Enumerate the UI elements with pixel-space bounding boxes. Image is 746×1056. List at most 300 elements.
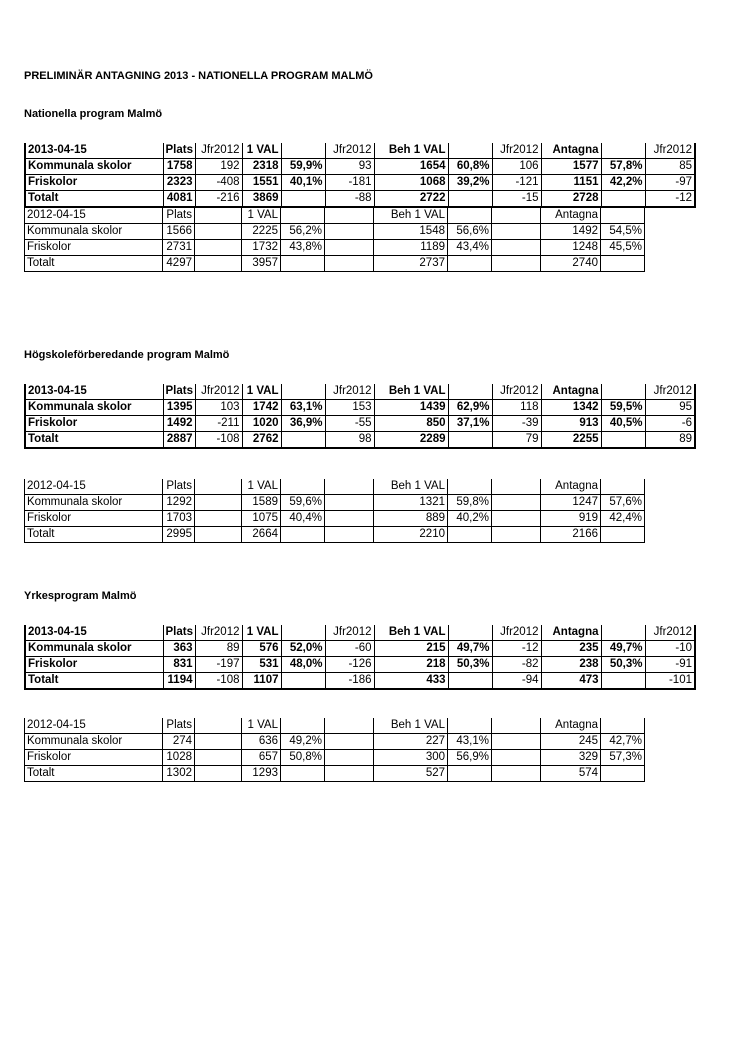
header-cell: Jfr2012 xyxy=(195,625,242,641)
value-cell: 89 xyxy=(195,641,242,657)
header-cell xyxy=(195,208,242,224)
current-table xyxy=(24,384,696,449)
header-cell xyxy=(325,208,374,224)
value-cell: 218 xyxy=(374,657,448,673)
header-cell xyxy=(195,718,242,734)
header-cell: 2012-04-15 xyxy=(25,479,163,495)
value-cell: 49,7% xyxy=(448,641,492,657)
value-cell xyxy=(601,673,645,690)
header-cell xyxy=(281,143,325,159)
header-cell: Jfr2012 xyxy=(325,625,374,641)
header-cell: 2013-04-15 xyxy=(25,384,163,400)
value-cell: 59,6% xyxy=(281,495,325,511)
table-row xyxy=(25,224,645,240)
value-cell: 40,1% xyxy=(281,175,325,191)
value-cell: 57,6% xyxy=(601,495,645,511)
value-cell: 106 xyxy=(492,159,541,175)
header-cell: Beh 1 VAL xyxy=(374,208,448,224)
value-cell: 1703 xyxy=(163,511,195,527)
value-cell: -12 xyxy=(492,641,541,657)
value-cell: 63,1% xyxy=(281,400,325,416)
value-cell: 39,2% xyxy=(448,175,492,191)
value-cell: 363 xyxy=(163,641,195,657)
header-cell xyxy=(601,718,645,734)
value-cell: 59,8% xyxy=(448,495,492,511)
header-cell xyxy=(448,718,492,734)
value-cell: -10 xyxy=(645,641,695,657)
value-cell: 1732 xyxy=(242,240,281,256)
value-cell: 1075 xyxy=(242,511,281,527)
value-cell xyxy=(281,673,325,690)
document-title: PRELIMINÄR ANTAGNING 2013 - NATIONELLA PROGRAM MALMÖ xyxy=(24,70,373,82)
value-cell: -94 xyxy=(492,673,541,690)
value-cell: -82 xyxy=(492,657,541,673)
value-cell xyxy=(492,750,541,766)
value-cell: 50,8% xyxy=(281,750,325,766)
header-cell xyxy=(448,625,492,641)
value-cell: 2166 xyxy=(541,527,601,543)
value-cell: 85 xyxy=(645,159,695,175)
table-row xyxy=(25,673,695,690)
header-cell: Jfr2012 xyxy=(195,384,242,400)
value-cell: -97 xyxy=(645,175,695,191)
value-cell: 1107 xyxy=(242,673,281,690)
value-cell: 527 xyxy=(374,766,448,782)
value-cell: 43,4% xyxy=(448,240,492,256)
header-cell: Antagna xyxy=(541,479,601,495)
value-cell: 1577 xyxy=(541,159,601,175)
value-cell: -121 xyxy=(492,175,541,191)
value-cell: 49,2% xyxy=(281,734,325,750)
header-cell: Beh 1 VAL xyxy=(374,143,448,159)
row-label-cell: Totalt xyxy=(25,527,163,543)
value-cell: -408 xyxy=(195,175,242,191)
value-cell: 2722 xyxy=(374,191,448,208)
value-cell: -55 xyxy=(325,416,374,432)
header-cell: Jfr2012 xyxy=(645,625,695,641)
table-header-row xyxy=(25,718,645,734)
value-cell: -101 xyxy=(645,673,695,690)
header-cell: 1 VAL xyxy=(242,625,281,641)
header-cell xyxy=(492,208,541,224)
value-cell: 4081 xyxy=(163,191,195,208)
header-cell: Plats xyxy=(163,143,195,159)
value-cell xyxy=(448,191,492,208)
value-cell: 2664 xyxy=(242,527,281,543)
value-cell: 2731 xyxy=(163,240,195,256)
table-row xyxy=(25,750,645,766)
table-header-row xyxy=(25,479,645,495)
value-cell: 1028 xyxy=(163,750,195,766)
value-cell: 1492 xyxy=(163,416,195,432)
row-label-cell: Kommunala skolor xyxy=(25,400,163,416)
table-row xyxy=(25,734,645,750)
value-cell: 40,5% xyxy=(601,416,645,432)
header-cell: 2012-04-15 xyxy=(25,718,163,734)
value-cell: 1194 xyxy=(163,673,195,690)
value-cell xyxy=(281,432,325,449)
value-cell: 913 xyxy=(541,416,601,432)
row-label-cell: Friskolor xyxy=(25,416,163,432)
header-cell: 2012-04-15 xyxy=(25,208,163,224)
value-cell: 1439 xyxy=(374,400,448,416)
header-cell: Jfr2012 xyxy=(325,384,374,400)
value-cell: -15 xyxy=(492,191,541,208)
value-cell xyxy=(492,766,541,782)
value-cell xyxy=(325,256,374,272)
table-row xyxy=(25,527,645,543)
value-cell: 433 xyxy=(374,673,448,690)
value-cell: -60 xyxy=(325,641,374,657)
header-cell xyxy=(601,479,645,495)
value-cell xyxy=(448,527,492,543)
value-cell: 2737 xyxy=(374,256,448,272)
header-cell: Antagna xyxy=(541,718,601,734)
table-header-row xyxy=(25,625,695,641)
value-cell xyxy=(601,191,645,208)
value-cell xyxy=(195,495,242,511)
section-title: Nationella program Malmö xyxy=(24,108,163,120)
header-cell: Plats xyxy=(163,718,195,734)
header-cell: Jfr2012 xyxy=(492,143,541,159)
value-cell: 831 xyxy=(163,657,195,673)
value-cell: 79 xyxy=(492,432,541,449)
value-cell xyxy=(281,256,325,272)
row-label-cell: Friskolor xyxy=(25,175,163,191)
value-cell: 56,9% xyxy=(448,750,492,766)
value-cell: -186 xyxy=(325,673,374,690)
table-row xyxy=(25,511,645,527)
value-cell: 42,4% xyxy=(601,511,645,527)
header-cell: Beh 1 VAL xyxy=(374,384,448,400)
table-row xyxy=(25,400,695,416)
value-cell: 2740 xyxy=(541,256,601,272)
previous-table xyxy=(24,479,645,543)
header-cell: 1 VAL xyxy=(242,479,281,495)
value-cell: 2289 xyxy=(374,432,448,449)
value-cell: 1342 xyxy=(541,400,601,416)
header-cell: Antagna xyxy=(541,384,601,400)
value-cell: 1321 xyxy=(374,495,448,511)
value-cell xyxy=(325,511,374,527)
value-cell: 1566 xyxy=(163,224,195,240)
table-row xyxy=(25,766,645,782)
value-cell: 52,0% xyxy=(281,641,325,657)
value-cell: 1551 xyxy=(242,175,281,191)
value-cell: 574 xyxy=(541,766,601,782)
row-label-cell: Kommunala skolor xyxy=(25,641,163,657)
value-cell: 235 xyxy=(541,641,601,657)
value-cell: 50,3% xyxy=(601,657,645,673)
value-cell xyxy=(195,511,242,527)
value-cell xyxy=(492,495,541,511)
table-row xyxy=(25,432,695,449)
header-cell xyxy=(601,625,645,641)
value-cell xyxy=(281,766,325,782)
header-cell xyxy=(281,479,325,495)
value-cell: 850 xyxy=(374,416,448,432)
value-cell: 37,1% xyxy=(448,416,492,432)
row-label-cell: Friskolor xyxy=(25,511,163,527)
value-cell: 329 xyxy=(541,750,601,766)
previous-table xyxy=(24,208,645,272)
value-cell: -126 xyxy=(325,657,374,673)
value-cell: 531 xyxy=(242,657,281,673)
value-cell: 1151 xyxy=(541,175,601,191)
table-row xyxy=(25,159,695,175)
value-cell: 215 xyxy=(374,641,448,657)
header-cell xyxy=(601,143,645,159)
value-cell: -12 xyxy=(645,191,695,208)
value-cell xyxy=(601,432,645,449)
value-cell: 89 xyxy=(645,432,695,449)
value-cell xyxy=(492,256,541,272)
header-cell: Jfr2012 xyxy=(492,625,541,641)
value-cell: 153 xyxy=(325,400,374,416)
value-cell: 300 xyxy=(374,750,448,766)
value-cell xyxy=(601,256,645,272)
value-cell: 919 xyxy=(541,511,601,527)
value-cell: 2762 xyxy=(242,432,281,449)
value-cell: 43,8% xyxy=(281,240,325,256)
value-cell xyxy=(195,766,242,782)
value-cell xyxy=(195,750,242,766)
value-cell: 56,6% xyxy=(448,224,492,240)
value-cell: 889 xyxy=(374,511,448,527)
value-cell: 1589 xyxy=(242,495,281,511)
value-cell xyxy=(448,673,492,690)
header-cell: 2013-04-15 xyxy=(25,143,163,159)
value-cell: 60,8% xyxy=(448,159,492,175)
value-cell xyxy=(492,240,541,256)
table-row xyxy=(25,191,695,208)
header-cell xyxy=(448,384,492,400)
value-cell: 1247 xyxy=(541,495,601,511)
header-cell: 1 VAL xyxy=(242,208,281,224)
header-cell xyxy=(492,479,541,495)
table-header-row xyxy=(25,143,695,159)
header-cell: Antagna xyxy=(541,143,601,159)
value-cell xyxy=(492,527,541,543)
value-cell: -108 xyxy=(195,673,242,690)
value-cell: 3957 xyxy=(242,256,281,272)
value-cell xyxy=(325,224,374,240)
header-cell: 1 VAL xyxy=(242,143,281,159)
header-cell xyxy=(448,208,492,224)
value-cell xyxy=(492,734,541,750)
value-cell: -211 xyxy=(195,416,242,432)
value-cell: 1293 xyxy=(242,766,281,782)
value-cell: 2995 xyxy=(163,527,195,543)
value-cell xyxy=(325,734,374,750)
value-cell: 95 xyxy=(645,400,695,416)
value-cell: 118 xyxy=(492,400,541,416)
value-cell: 2210 xyxy=(374,527,448,543)
header-cell xyxy=(448,143,492,159)
header-cell xyxy=(281,718,325,734)
table-row xyxy=(25,256,645,272)
value-cell: 42,2% xyxy=(601,175,645,191)
header-cell: Beh 1 VAL xyxy=(374,718,448,734)
value-cell: 1742 xyxy=(242,400,281,416)
value-cell: 192 xyxy=(195,159,242,175)
value-cell: 57,3% xyxy=(601,750,645,766)
value-cell: 93 xyxy=(325,159,374,175)
row-label-cell: Friskolor xyxy=(25,750,163,766)
value-cell: 40,4% xyxy=(281,511,325,527)
value-cell: 636 xyxy=(242,734,281,750)
header-cell xyxy=(492,718,541,734)
value-cell: 2255 xyxy=(541,432,601,449)
value-cell: 2887 xyxy=(163,432,195,449)
value-cell xyxy=(492,511,541,527)
value-cell: 1654 xyxy=(374,159,448,175)
header-cell xyxy=(601,384,645,400)
row-label-cell: Kommunala skolor xyxy=(25,224,163,240)
value-cell xyxy=(601,766,645,782)
header-cell: 1 VAL xyxy=(242,384,281,400)
value-cell xyxy=(195,240,242,256)
value-cell xyxy=(448,432,492,449)
value-cell xyxy=(195,734,242,750)
value-cell: 54,5% xyxy=(601,224,645,240)
value-cell: 245 xyxy=(541,734,601,750)
value-cell xyxy=(325,240,374,256)
value-cell xyxy=(325,766,374,782)
header-cell xyxy=(325,718,374,734)
header-cell: Jfr2012 xyxy=(492,384,541,400)
header-cell: Plats xyxy=(163,625,195,641)
value-cell xyxy=(195,527,242,543)
header-cell: Jfr2012 xyxy=(325,143,374,159)
row-label-cell: Friskolor xyxy=(25,657,163,673)
value-cell: 57,8% xyxy=(601,159,645,175)
header-cell: Beh 1 VAL xyxy=(374,479,448,495)
value-cell xyxy=(195,224,242,240)
header-cell: 1 VAL xyxy=(242,718,281,734)
value-cell: 50,3% xyxy=(448,657,492,673)
value-cell: -197 xyxy=(195,657,242,673)
value-cell: 576 xyxy=(242,641,281,657)
header-cell: Jfr2012 xyxy=(195,143,242,159)
value-cell: 2323 xyxy=(163,175,195,191)
value-cell: 59,5% xyxy=(601,400,645,416)
value-cell xyxy=(448,256,492,272)
header-cell xyxy=(601,208,645,224)
current-table xyxy=(24,625,696,690)
section-title: Yrkesprogram Malmö xyxy=(24,590,137,602)
value-cell: 62,9% xyxy=(448,400,492,416)
header-cell: Antagna xyxy=(541,208,601,224)
current-table xyxy=(24,143,696,208)
row-label-cell: Kommunala skolor xyxy=(25,734,163,750)
value-cell: -6 xyxy=(645,416,695,432)
previous-table xyxy=(24,718,645,782)
value-cell: 1758 xyxy=(163,159,195,175)
value-cell xyxy=(601,527,645,543)
header-cell xyxy=(281,384,325,400)
table-header-row xyxy=(25,208,645,224)
table-row xyxy=(25,657,695,673)
value-cell: 4297 xyxy=(163,256,195,272)
value-cell xyxy=(448,766,492,782)
table-row xyxy=(25,416,695,432)
value-cell: 40,2% xyxy=(448,511,492,527)
value-cell: -88 xyxy=(325,191,374,208)
value-cell xyxy=(281,191,325,208)
value-cell xyxy=(325,495,374,511)
row-label-cell: Friskolor xyxy=(25,240,163,256)
table-row xyxy=(25,495,645,511)
value-cell xyxy=(281,527,325,543)
header-cell xyxy=(281,208,325,224)
value-cell: 36,9% xyxy=(281,416,325,432)
value-cell: 1395 xyxy=(163,400,195,416)
value-cell xyxy=(195,256,242,272)
value-cell: 45,5% xyxy=(601,240,645,256)
header-cell xyxy=(325,479,374,495)
value-cell: -91 xyxy=(645,657,695,673)
value-cell: 2728 xyxy=(541,191,601,208)
value-cell xyxy=(492,224,541,240)
value-cell: 1292 xyxy=(163,495,195,511)
value-cell: 1189 xyxy=(374,240,448,256)
value-cell: 657 xyxy=(242,750,281,766)
header-cell: Jfr2012 xyxy=(645,384,695,400)
value-cell: 1302 xyxy=(163,766,195,782)
value-cell: 103 xyxy=(195,400,242,416)
header-cell xyxy=(448,479,492,495)
value-cell xyxy=(325,527,374,543)
value-cell: -216 xyxy=(195,191,242,208)
row-label-cell: Kommunala skolor xyxy=(25,495,163,511)
value-cell: 56,2% xyxy=(281,224,325,240)
table-row xyxy=(25,175,695,191)
table-header-row xyxy=(25,384,695,400)
value-cell: 238 xyxy=(541,657,601,673)
header-cell: Plats xyxy=(163,384,195,400)
value-cell: 49,7% xyxy=(601,641,645,657)
row-label-cell: Totalt xyxy=(25,432,163,449)
header-cell: Plats xyxy=(163,208,195,224)
header-cell: Antagna xyxy=(541,625,601,641)
value-cell: -181 xyxy=(325,175,374,191)
value-cell: 43,1% xyxy=(448,734,492,750)
header-cell: Plats xyxy=(163,479,195,495)
section-title: Högskoleförberedande program Malmö xyxy=(24,349,230,361)
value-cell: 473 xyxy=(541,673,601,690)
value-cell: -108 xyxy=(195,432,242,449)
value-cell: 1492 xyxy=(541,224,601,240)
row-label-cell: Totalt xyxy=(25,673,163,690)
row-label-cell: Totalt xyxy=(25,766,163,782)
row-label-cell: Totalt xyxy=(25,256,163,272)
header-cell: Beh 1 VAL xyxy=(374,625,448,641)
header-cell xyxy=(281,625,325,641)
value-cell: 1248 xyxy=(541,240,601,256)
header-cell: 2013-04-15 xyxy=(25,625,163,641)
value-cell: 1068 xyxy=(374,175,448,191)
value-cell: 98 xyxy=(325,432,374,449)
table-row xyxy=(25,240,645,256)
value-cell: -39 xyxy=(492,416,541,432)
value-cell: 274 xyxy=(163,734,195,750)
value-cell: 1020 xyxy=(242,416,281,432)
value-cell: 59,9% xyxy=(281,159,325,175)
row-label-cell: Kommunala skolor xyxy=(25,159,163,175)
value-cell xyxy=(325,750,374,766)
header-cell: Jfr2012 xyxy=(645,143,695,159)
